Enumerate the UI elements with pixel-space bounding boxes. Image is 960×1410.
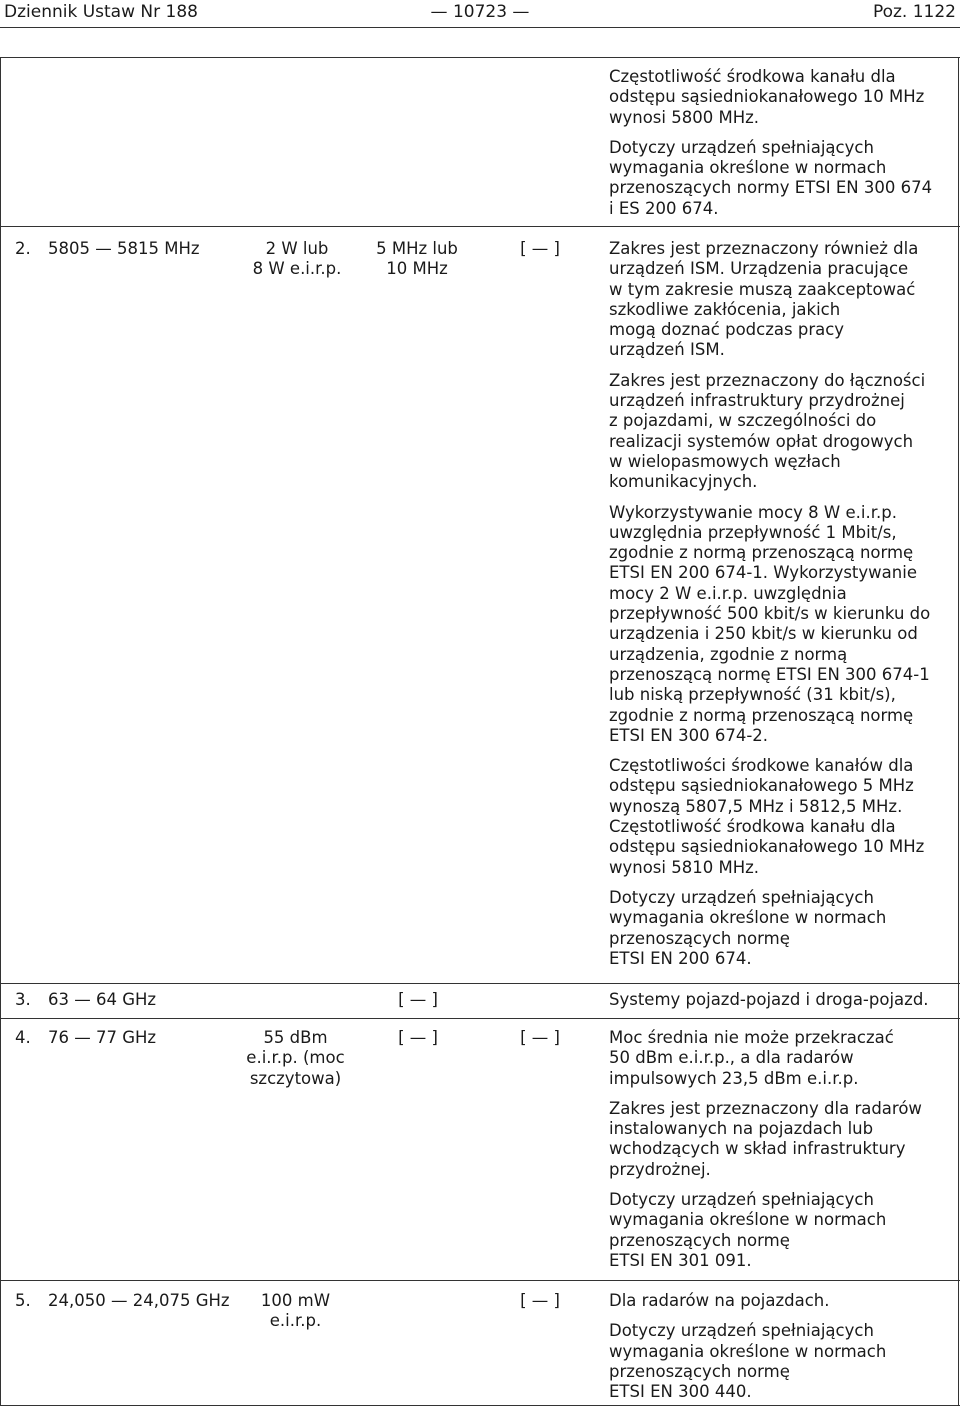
text-line: odstępu sąsiedniokanałowego 10 MHz [609, 837, 925, 857]
paragraph-gap [609, 1180, 922, 1190]
paragraph [232, 239, 362, 280]
text-line: wynosi 5800 MHz. [609, 107, 760, 127]
text-line: przenoszących normę [609, 1361, 790, 1381]
table-right-border [958, 57, 959, 1405]
row-number: 5. [15, 1291, 31, 1310]
header-rule [0, 27, 960, 28]
row-number: 3. [15, 990, 31, 1009]
paragraph [228, 1028, 363, 1089]
text-line: i ES 200 674. [609, 198, 719, 218]
text-line: wynoszą 5807,5 MHz i 5812,5 MHz. [609, 796, 903, 816]
text-line: lub niską przepływność (31 kbit/s), [609, 685, 896, 705]
remarks-cell [609, 1291, 886, 1402]
paragraph [609, 1028, 922, 1089]
column-4-cell: [ — ] [398, 1028, 438, 1047]
table-bottom-border [0, 1405, 960, 1406]
text-line: urządzenia i 250 kbit/s w kierunku od [609, 624, 918, 644]
text-line: e.i.r.p. [269, 1311, 322, 1331]
table-left-border [0, 57, 1, 1405]
text-line: przenoszących normę [609, 928, 790, 948]
text-line: przenoszącą normę ETSI EN 300 674-1 [609, 664, 930, 684]
text-line: ETSI EN 301 091. [609, 1250, 752, 1270]
text-line: uwzględnia przepływność 1 Mbit/s, [609, 522, 897, 542]
remarks-cell [609, 1028, 922, 1271]
text-line: Dotyczy urządzeń spełniających [609, 887, 874, 907]
text-line: realizacji systemów opłat drogowych [609, 431, 914, 451]
power-cell [228, 1028, 363, 1089]
column-5-cell: [ — ] [520, 1291, 560, 1310]
paragraph-gap [609, 128, 932, 138]
text-line: urządzenia, zgodnie z normą [609, 644, 848, 664]
text-line: Systemy pojazd-pojazd i droga-pojazd. [609, 990, 929, 1009]
text-line: 5 MHz lub [376, 239, 458, 258]
column-5-cell: [ — ] [520, 1028, 560, 1047]
text-line: wynosi 5810 MHz. [609, 857, 760, 877]
text-line: ETSI EN 200 674-1. Wykorzystywanie [609, 563, 917, 583]
text-line: mocy 2 W e.i.r.p. uwzględnia [609, 583, 847, 603]
row-number: 4. [15, 1028, 31, 1047]
paragraph [609, 503, 930, 747]
frequency-range: 63 — 64 GHz [48, 990, 157, 1009]
text-line: 50 dBm e.i.r.p., a dla radarów [609, 1048, 854, 1068]
position-number: Poz. 1122 [872, 2, 956, 22]
paragraph [609, 67, 932, 128]
text-line: odstępu sąsiedniokanałowego 10 MHz [609, 87, 925, 107]
text-line: wymagania określone w normach [609, 908, 887, 928]
text-line: Wykorzystywanie mocy 8 W e.i.r.p. [609, 502, 897, 522]
paragraph [609, 1099, 922, 1180]
text-line: wchodzących w skład infrastruktury [609, 1139, 906, 1159]
text-line: szkodliwe zakłócenia, jakich [609, 299, 841, 319]
row-number: 2. [15, 239, 31, 258]
text-line: ETSI EN 300 674-2. [609, 725, 769, 745]
remarks-cell [609, 239, 930, 969]
paragraph [609, 138, 932, 219]
paragraph [609, 1190, 922, 1271]
text-line: 55 dBm [263, 1028, 328, 1047]
text-line: zgodnie z normą przenoszącą normę [609, 705, 914, 725]
text-line: przydrożnej. [609, 1159, 711, 1179]
journal-title: Dziennik Ustaw Nr 188 [4, 2, 198, 22]
text-line: 10 MHz [386, 259, 448, 279]
frequency-range: 76 — 77 GHz [48, 1028, 157, 1047]
column-4-cell: [ — ] [398, 990, 438, 1009]
text-line: Dotyczy urządzeń spełniających [609, 137, 874, 157]
text-line: ETSI EN 300 440. [609, 1382, 752, 1402]
table-top-border [0, 57, 960, 58]
frequency-range: 24,050 — 24,075 GHz [48, 1291, 230, 1310]
text-line: 2 W lub [265, 239, 329, 258]
text-line: Dotyczy urządzeń spełniających [609, 1190, 874, 1210]
text-line: Częstotliwości środkowe kanałów dla [609, 756, 914, 776]
paragraph [609, 756, 930, 878]
text-line: mogą doznać podczas pracy [609, 320, 845, 340]
text-line: 8 W e.i.r.p. [252, 259, 342, 279]
text-line: przenoszących normy ETSI EN 300 674 [609, 178, 933, 198]
text-line: Dotyczy urządzeń spełniających [609, 1321, 874, 1341]
page-number: — 10723 — [430, 2, 530, 22]
text-line: urządzeń ISM. [609, 340, 725, 360]
paragraph-gap [609, 493, 930, 503]
text-line: Częstotliwość środkowa kanału dla [609, 67, 896, 86]
paragraph-gap [609, 1311, 886, 1321]
paragraph [609, 990, 929, 1010]
text-line: urządzeń infrastruktury przydrożnej [609, 391, 905, 411]
text-line: zgodnie z normą przenoszącą normę [609, 543, 914, 563]
paragraph [609, 1291, 886, 1311]
paragraph [609, 888, 930, 969]
column-5-cell: [ — ] [520, 239, 560, 258]
text-line: e.i.r.p. (moc [246, 1048, 345, 1068]
power-cell [232, 239, 362, 280]
paragraph [609, 239, 930, 361]
text-line: w wielopasmowych węzłach [609, 451, 841, 471]
text-line: Moc średnia nie może przekraczać [609, 1028, 894, 1047]
text-line: Częstotliwość środkowa kanału dla [609, 817, 896, 837]
text-line: komunikacyjnych. [609, 472, 758, 492]
remarks-cell [609, 67, 932, 219]
text-line: szczytowa) [249, 1068, 342, 1088]
paragraph [352, 239, 482, 280]
text-line: Zakres jest przeznaczony dla radarów [609, 1098, 922, 1118]
text-line: przepływność 500 kbit/s w kierunku do [609, 604, 931, 624]
power-cell [228, 1291, 363, 1332]
text-line: Zakres jest przeznaczony również dla [609, 239, 919, 258]
paragraph [228, 1291, 363, 1332]
channel-spacing-cell [352, 239, 482, 280]
text-line: Dla radarów na pojazdach. [609, 1291, 830, 1310]
text-line: instalowanych na pojazdach lub [609, 1119, 874, 1139]
paragraph-gap [609, 878, 930, 888]
text-line: Zakres jest przeznaczony do łączności [609, 370, 926, 390]
row-separator [0, 1280, 960, 1281]
paragraph-gap [609, 746, 930, 756]
row-separator [0, 226, 960, 227]
text-line: wymagania określone w normach [609, 158, 887, 178]
text-line: przenoszących normę [609, 1230, 790, 1250]
text-line: urządzeń ISM. Urządzenia pracujące [609, 259, 909, 279]
row-separator [0, 1018, 960, 1019]
text-line: 100 mW [260, 1291, 331, 1310]
paragraph [609, 1321, 886, 1402]
text-line: w tym zakresie muszą zaakceptować [609, 279, 916, 299]
row-separator [0, 983, 960, 984]
paragraph-gap [609, 361, 930, 371]
paragraph [609, 371, 930, 493]
frequency-range: 5805 — 5815 MHz [48, 239, 200, 258]
text-line: z pojazdami, w szczególności do [609, 411, 877, 431]
remarks-cell [609, 990, 929, 1010]
text-line: wymagania określone w normach [609, 1341, 887, 1361]
text-line: impulsowych 23,5 dBm e.i.r.p. [609, 1068, 859, 1088]
text-line: ETSI EN 200 674. [609, 948, 752, 968]
text-line: wymagania określone w normach [609, 1210, 887, 1230]
paragraph-gap [609, 1089, 922, 1099]
text-line: odstępu sąsiedniokanałowego 5 MHz [609, 776, 914, 796]
